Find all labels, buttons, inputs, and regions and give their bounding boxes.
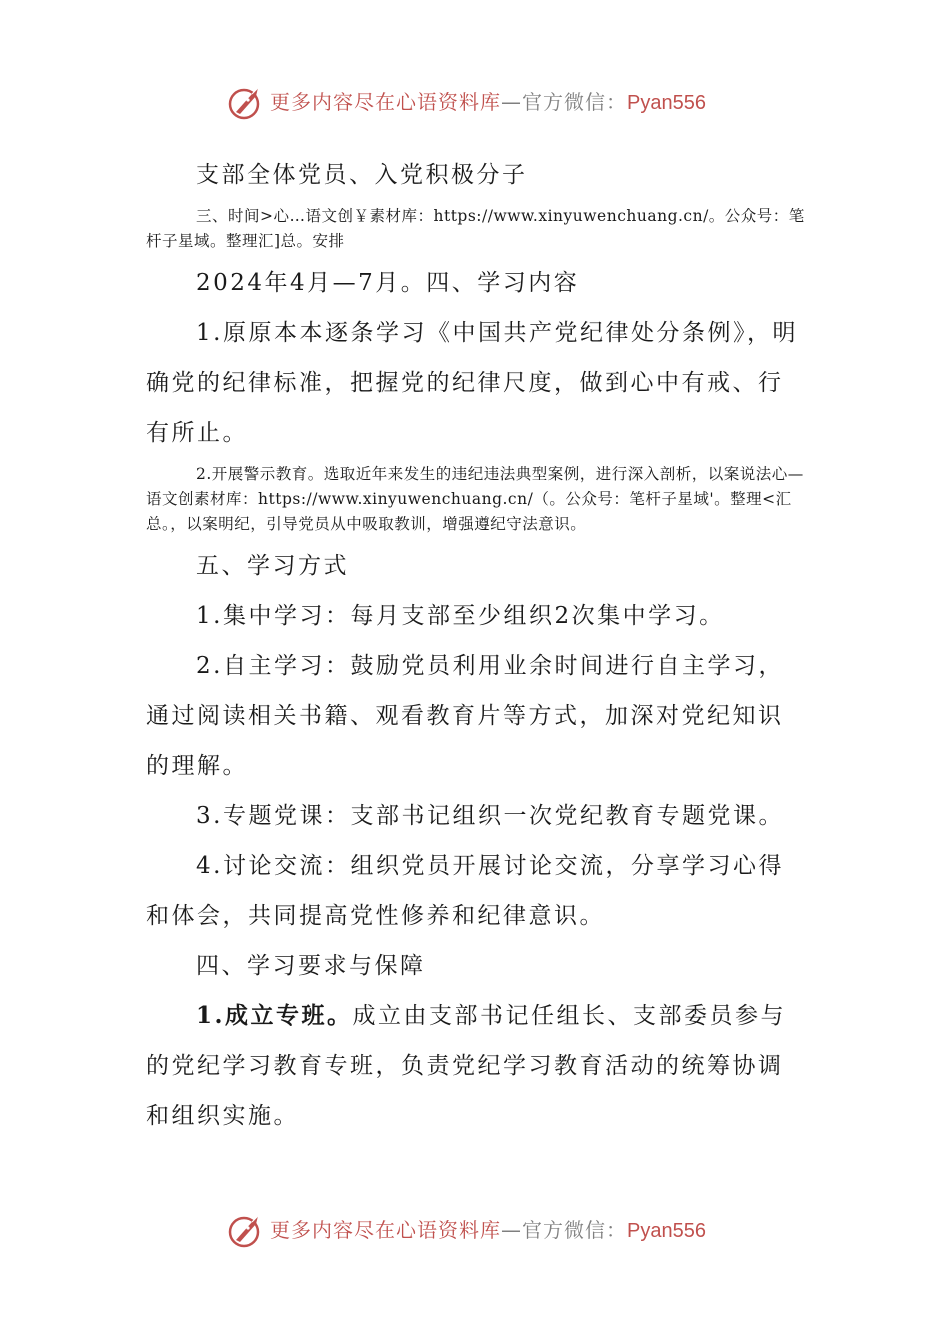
- paragraph-study-item-1: 1.原原本本逐条学习《中国共产党纪律处分条例》，明确党的纪律标准，把握党的纪律尺度，做到心中有戒、行有所止。: [146, 320, 798, 446]
- paragraph-method-4: 4.讨论交流：组织党员开展讨论交流，分享学习心得和体会，共同提高党性修养和纪律意识。: [146, 853, 784, 929]
- paragraph-method-3: 3.专题党课：支部书记组织一次党纪教育专题党课。: [196, 803, 784, 829]
- paragraph-participants: 支部全体党员、入党积极分子: [196, 162, 528, 188]
- banner-wechat-label: 官方微信：: [522, 1218, 627, 1242]
- banner-wechat-label: 官方微信：: [522, 90, 627, 114]
- banner-wechat-id: Pyan556: [627, 1220, 706, 1242]
- paragraph-method-1: 1.集中学习：每月支部至少组织2次集中学习。: [196, 603, 725, 629]
- header-banner-text: [270, 88, 706, 117]
- paragraph-time-watermark: 三、时间>心…语文创￥素材库：https://www.xinyuwenchuang.cn/。公众号：笔杆子星域。整理汇]总。安排: [146, 207, 805, 250]
- banner-wechat-id: Pyan556: [627, 92, 706, 114]
- banner-dash: —: [501, 1218, 522, 1242]
- paragraph-study-item-2: 2.开展警示教育。选取近年来发生的违纪违法典型案例，进行深入剖析，以案说法心—语文创素材库：https://www.xinyuwenchuang.cn/（。公众号：笔杆子星域'。整理<汇总。，以案明纪，引导党员从中吸取教训，增强遵纪守法意识。: [146, 465, 804, 533]
- banner-main-text: 更多内容尽在心语资料库: [270, 1218, 501, 1242]
- document-body: [146, 150, 806, 1141]
- banner-main-text: 更多内容尽在心语资料库: [270, 90, 501, 114]
- requirement-1-text: 成立由支部书记任组长、支部委员参与的党纪学习教育专班，负责党纪学习教育活动的统筹协调和组织实施。: [146, 1003, 787, 1129]
- section-heading-requirements: 四、学习要求与保障: [196, 953, 426, 979]
- footer-banner: [0, 1208, 950, 1252]
- section-heading-methods: 五、学习方式: [196, 553, 349, 579]
- requirement-1-title: 1.成立专班。: [196, 1002, 353, 1029]
- paragraph-date-range: 2024年4月—7月。四、学习内容: [196, 270, 580, 296]
- banner-dash: —: [501, 90, 522, 114]
- pen-nib-circle-icon: [226, 1210, 266, 1250]
- paragraph-method-2: 2.自主学习：鼓励党员利用业余时间进行自主学习，通过阅读相关书籍、观看教育片等方式，加深对党纪知识的理解。: [146, 653, 784, 779]
- pen-nib-circle-icon: [226, 82, 266, 122]
- footer-banner-text: [270, 1216, 706, 1245]
- header-banner: [0, 80, 950, 124]
- paragraph-requirement-1: [146, 991, 806, 1141]
